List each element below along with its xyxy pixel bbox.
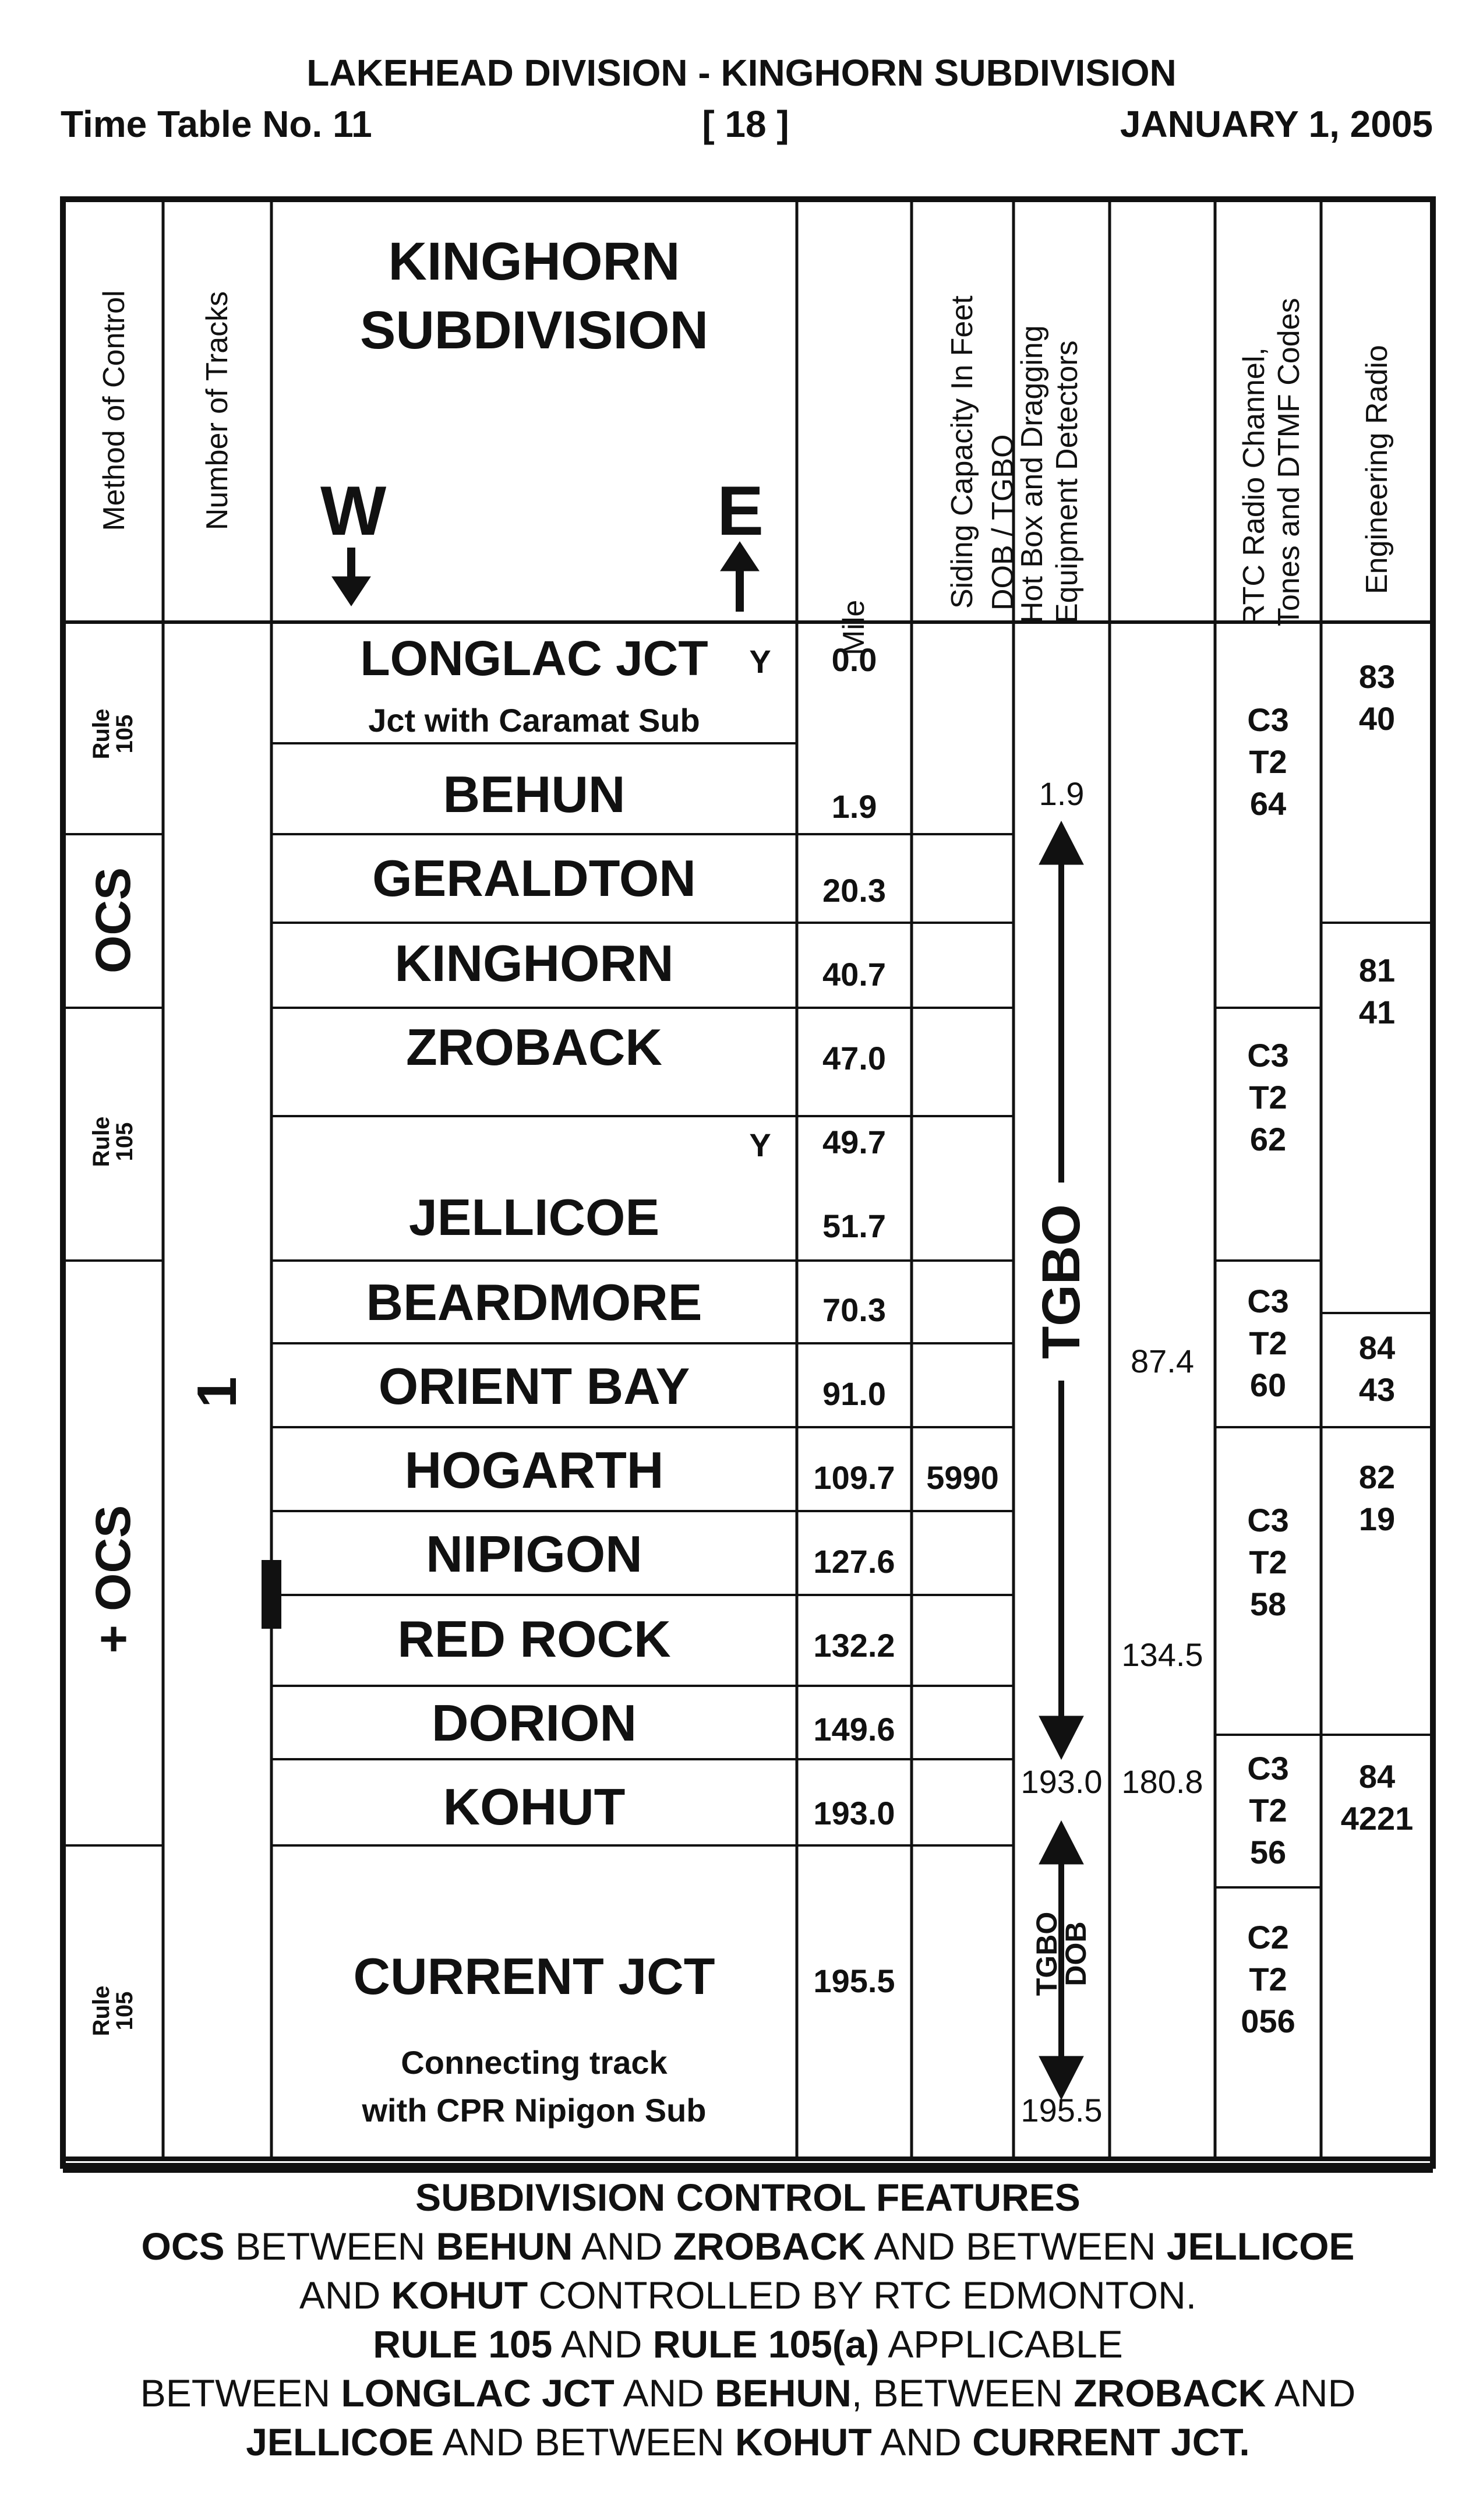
station-red-rock: RED ROCK: [397, 1610, 671, 1668]
dob-end2-mile: 195.5: [1021, 2092, 1103, 2129]
mile-value: 193.0: [813, 1795, 895, 1831]
tgbo-arrow-icon: [1039, 821, 1083, 1759]
subdivision-title-line1: KINGHORN: [388, 232, 680, 291]
text-bold: JELLICOE: [246, 2420, 434, 2463]
rule-number: 105: [112, 1122, 137, 1162]
hotbox-detector-mile: 87.4: [1131, 1343, 1194, 1379]
text-plain: AND: [552, 2323, 653, 2366]
mile-value: 91.0: [822, 1375, 886, 1412]
west-arrow-icon: [332, 548, 370, 606]
rtc-tone: T2: [1249, 1961, 1287, 1997]
engineering-radio-codes: [1321, 1756, 1433, 1840]
text-plain: BETWEEN: [224, 2225, 436, 2268]
rtc-channel: C3: [1247, 1283, 1289, 1319]
column-dob-tgbo: DOB / TGBO: [986, 434, 1020, 610]
rtc-radio-codes: [1215, 1917, 1321, 2042]
method-rule-105-b: [90, 1083, 136, 1200]
rule-label: Rule: [89, 1985, 114, 2037]
number-of-tracks-value: 1: [186, 1377, 248, 1408]
column-rtc-line1: RTC Radio Channel,: [1237, 347, 1271, 626]
text-bold: RULE 105(a): [652, 2323, 880, 2366]
mile-value: 20.3: [822, 872, 886, 909]
text-plain: CONTROLLED BY RTC EDMONTON.: [528, 2274, 1197, 2317]
column-hotbox-detectors: [1015, 204, 1085, 623]
mile-value: 0.0: [831, 641, 877, 678]
engineering-radio-line: 19: [1358, 1501, 1396, 1537]
text-plain: AND BETWEEN: [865, 2225, 1167, 2268]
text-plain: , BETWEEN: [851, 2371, 1074, 2415]
column-hotbox-line2: Equipment Detectors: [1050, 340, 1084, 623]
station-beardmore: BEARDMORE: [366, 1273, 702, 1331]
engineering-radio-codes: [1321, 950, 1433, 1033]
east-label: E: [716, 472, 764, 550]
column-rtc-radio: [1237, 183, 1307, 626]
control-features-line: [63, 2222, 1433, 2271]
station-nipigon: NIPIGON: [426, 1525, 642, 1583]
text-bold: CURRENT JCT.: [972, 2420, 1250, 2463]
mile-value: 51.7: [822, 1208, 886, 1244]
engineering-radio-codes: [1321, 1327, 1433, 1411]
text-bold: BEHUN: [715, 2371, 852, 2415]
rtc-tone: T2: [1249, 1079, 1287, 1116]
subdivision-title: [271, 227, 797, 365]
rtc-channel: C3: [1247, 1750, 1289, 1787]
tgbo-label: TGBO: [1032, 1204, 1091, 1359]
station-dorion: DORION: [432, 1694, 637, 1752]
text-bold: RULE 105: [373, 2323, 553, 2366]
mile-value: 70.3: [822, 1291, 886, 1328]
rtc-tone: T2: [1249, 1325, 1287, 1361]
text-plain: AND: [299, 2274, 391, 2317]
text-bold: OCS: [141, 2225, 225, 2268]
rtc-channel: C3: [1247, 701, 1289, 738]
engineering-radio-line: 41: [1358, 994, 1396, 1030]
text-plain: BETWEEN: [140, 2371, 341, 2415]
mile-value: 195.5: [813, 1963, 895, 1999]
timetable-number: Time Table No. 11: [61, 103, 372, 145]
text-plain: AND: [614, 2371, 715, 2415]
west-label: W: [320, 472, 387, 550]
station-behun: BEHUN: [443, 765, 626, 823]
station-note-line2: with CPR Nipigon Sub: [362, 2092, 707, 2129]
page-number: [ 18 ]: [702, 103, 789, 145]
method-ocs-a: OCS: [86, 867, 140, 974]
text-bold: KOHUT: [735, 2420, 872, 2463]
station-mark-y: Y: [749, 643, 771, 680]
station-note-caramat: Jct with Caramat Sub: [368, 702, 700, 739]
rtc-radio-codes: [1215, 699, 1321, 825]
control-features-line: [63, 2417, 1433, 2466]
station-hogarth: HOGARTH: [404, 1441, 664, 1499]
dob-end-mile: 193.0: [1021, 1763, 1103, 1800]
column-method-of-control: Method of Control: [97, 290, 131, 531]
subdivision-title-line2: SUBDIVISION: [359, 301, 709, 360]
station-kohut: KOHUT: [443, 1778, 626, 1836]
east-arrow-icon: [721, 542, 759, 612]
rtc-dtmf: 58: [1249, 1586, 1287, 1622]
text-bold: ZROBACK: [673, 2225, 866, 2268]
mile-value: 47.0: [822, 1040, 886, 1077]
engineering-radio-line: 81: [1358, 952, 1396, 989]
control-features-line: [63, 2271, 1433, 2320]
mile-value: 40.7: [822, 956, 886, 993]
station-jellicoe: JELLICOE: [408, 1188, 660, 1246]
rtc-radio-codes: [1215, 1748, 1321, 1873]
rtc-channel: C3: [1247, 1502, 1289, 1538]
rtc-radio-codes: [1215, 1035, 1321, 1160]
column-number-of-tracks: Number of Tracks: [200, 291, 234, 531]
rtc-dtmf: 56: [1249, 1834, 1287, 1870]
method-plus-ocs: + OCS: [86, 1505, 140, 1654]
text-plain: APPLICABLE: [879, 2323, 1123, 2366]
mile-value: 127.6: [813, 1543, 895, 1580]
rtc-dtmf: 60: [1249, 1367, 1287, 1403]
control-features-line: [63, 2320, 1433, 2369]
column-siding-capacity: Siding Capacity In Feet: [945, 295, 979, 609]
tgbo-dob-arrow-icon: [1039, 1821, 1083, 2099]
engineering-radio-line: 82: [1358, 1459, 1396, 1495]
dob-start-mile: 1.9: [1039, 775, 1085, 812]
engineering-radio-line: 84: [1358, 1758, 1396, 1795]
station-geraldton: GERALDTON: [372, 849, 696, 907]
timetable-date: JANUARY 1, 2005: [1120, 103, 1433, 145]
text-bold: BEHUN: [436, 2225, 573, 2268]
method-rule-105-c: [90, 1953, 136, 2069]
rule-number: 105: [112, 1991, 137, 2031]
column-rtc-line2: Tones and DTMF Codes: [1272, 298, 1306, 626]
mile-value: 149.6: [813, 1711, 895, 1748]
siding-capacity-value: 5990: [926, 1459, 999, 1496]
method-rule-105-a: [90, 676, 136, 792]
station-zroback: ZROBACK: [406, 1018, 662, 1076]
control-features: [63, 2173, 1433, 2466]
rtc-radio-codes: [1215, 1280, 1321, 1406]
mile-value: 1.9: [831, 788, 877, 825]
control-features-title: SUBDIVISION CONTROL FEATURES: [415, 2176, 1081, 2219]
rule-label: Rule: [89, 1116, 114, 1167]
engineering-radio-codes: [1321, 1456, 1433, 1540]
mile-value: 109.7: [813, 1459, 895, 1496]
station-longlac-jct: LONGLAC JCT: [360, 631, 708, 686]
text-plain: AND: [573, 2225, 673, 2268]
hotbox-detector-mile: 180.8: [1121, 1763, 1203, 1800]
control-features-line: [63, 2369, 1433, 2417]
dob-label-small: DOB: [1060, 1921, 1092, 1986]
tgbo-label-small: TGBO: [1030, 1911, 1063, 1996]
mile-value: 132.2: [813, 1627, 895, 1664]
text-plain: AND: [871, 2420, 973, 2463]
mile-value: 49.7: [822, 1124, 886, 1160]
rtc-radio-codes: [1215, 1499, 1321, 1625]
station-current-jct: CURRENT JCT: [353, 1947, 715, 2005]
rtc-dtmf: 056: [1241, 2003, 1295, 2039]
hotbox-detector-mile: 134.5: [1121, 1636, 1203, 1673]
rtc-tone: T2: [1249, 1544, 1287, 1580]
station-orient-bay: ORIENT BAY: [378, 1357, 690, 1415]
text-plain: AND: [1266, 2371, 1356, 2415]
station-mark-y: Y: [749, 1127, 771, 1163]
rtc-tone: T2: [1249, 743, 1287, 780]
engineering-radio-line: 40: [1358, 700, 1396, 737]
text-bold: ZROBACK: [1074, 2371, 1266, 2415]
rtc-dtmf: 62: [1249, 1121, 1287, 1157]
division-title: LAKEHEAD DIVISION - KINGHORN SUBDIVISION: [306, 52, 1177, 94]
station-note-connecting-track: [271, 2039, 797, 2134]
station-kinghorn: KINGHORN: [394, 934, 674, 992]
rule-label: Rule: [89, 708, 114, 760]
rtc-dtmf: 64: [1249, 785, 1287, 822]
rule-number: 105: [112, 714, 137, 754]
engineering-radio-line: 84: [1358, 1329, 1396, 1366]
column-hotbox-line1: Hot Box and Dragging: [1015, 325, 1049, 623]
engineering-radio-line: 4221: [1340, 1800, 1414, 1837]
engineering-radio-codes: [1321, 656, 1433, 740]
engineering-radio-line: 83: [1358, 658, 1396, 695]
column-mile: Mile: [837, 599, 871, 655]
station-note-line1: Connecting track: [401, 2044, 668, 2081]
text-bold: KOHUT: [391, 2274, 528, 2317]
rtc-tone: T2: [1249, 1792, 1287, 1829]
rtc-channel: C2: [1247, 1919, 1289, 1956]
engineering-radio-line: 43: [1358, 1371, 1396, 1408]
column-engineering-radio: Engineering Radio: [1360, 345, 1394, 594]
rtc-channel: C3: [1247, 1037, 1289, 1074]
text-bold: LONGLAC JCT: [341, 2371, 615, 2415]
text-plain: AND BETWEEN: [433, 2420, 736, 2463]
text-bold: JELLICOE: [1166, 2225, 1355, 2268]
